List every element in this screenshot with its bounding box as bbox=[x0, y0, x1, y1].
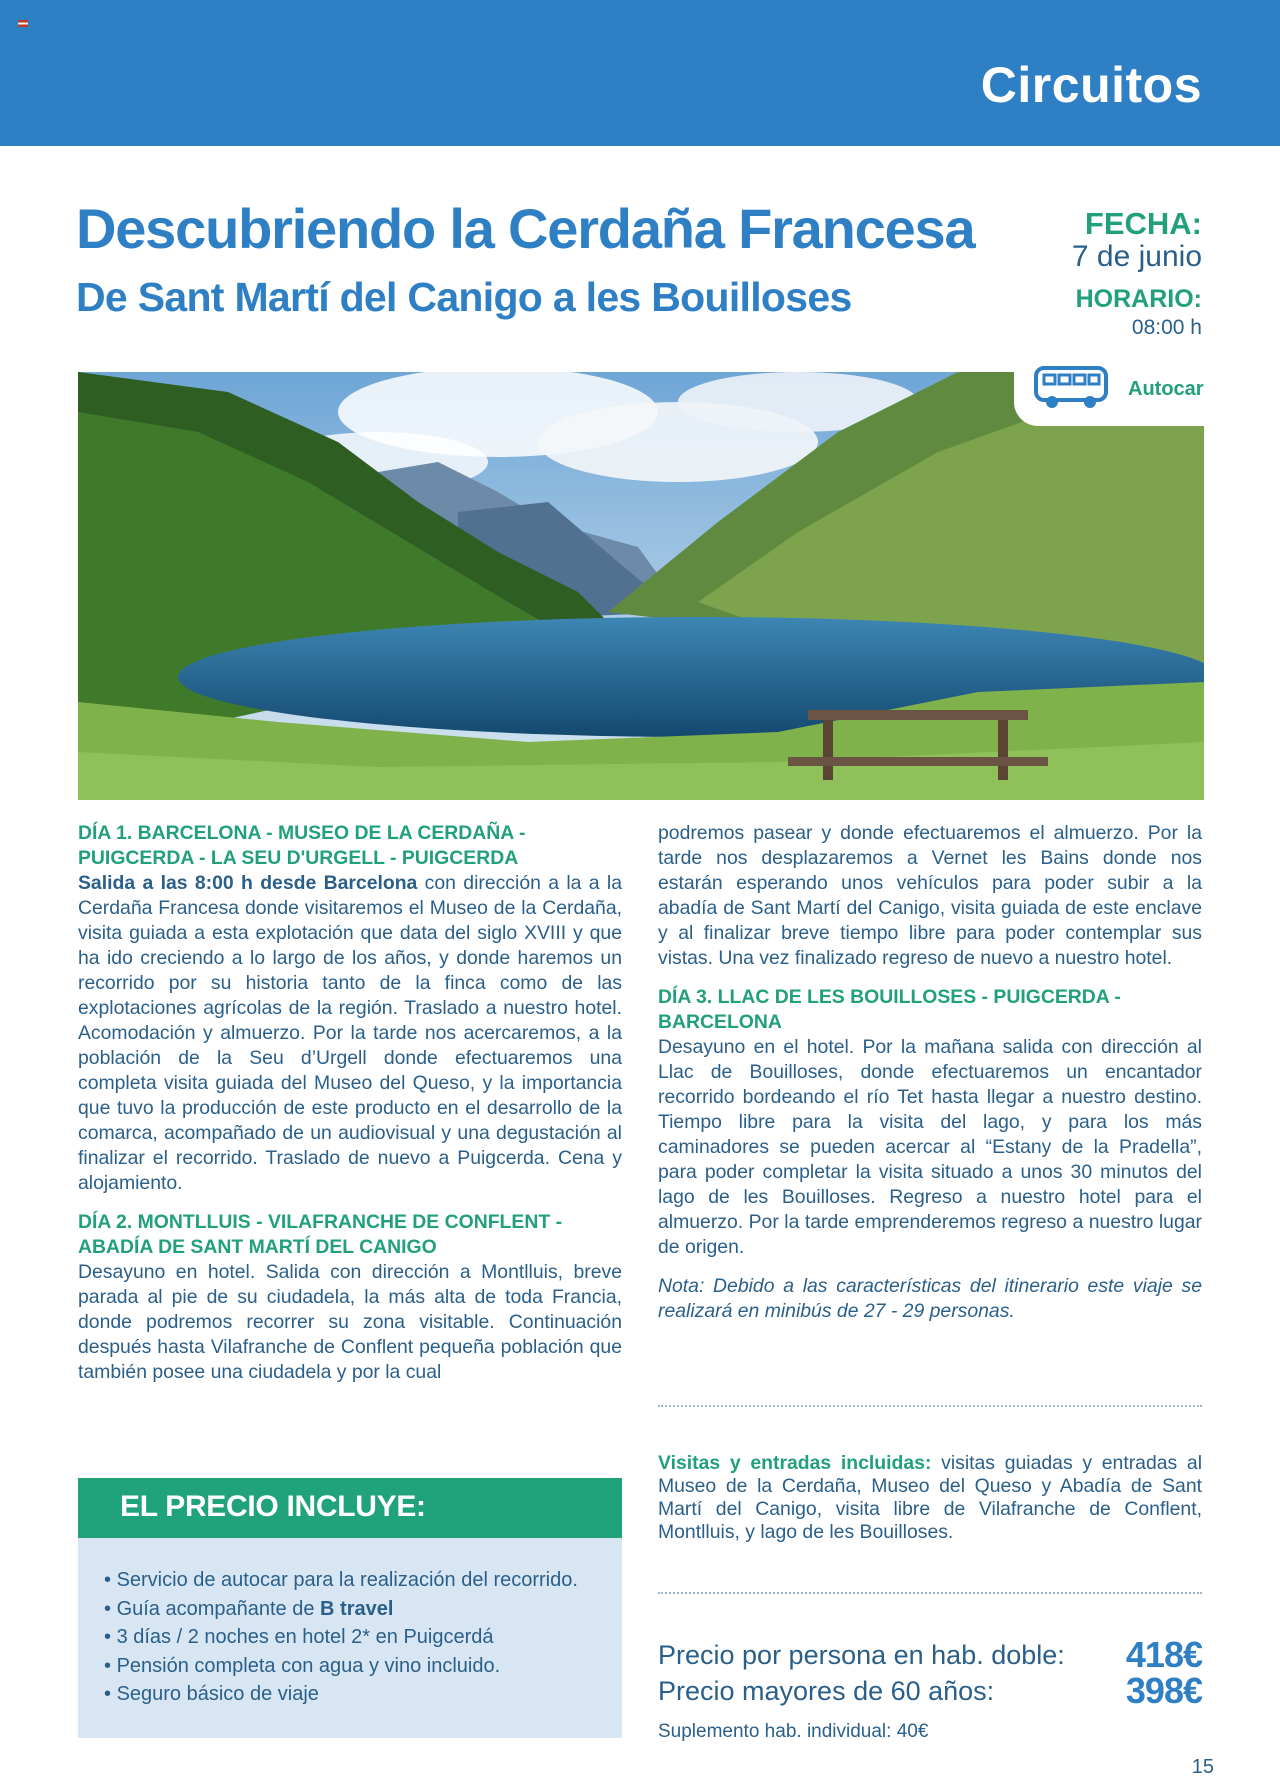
visits-text: visitas guiadas y entradas al Museo de la Cerdaña, Museo del Queso y Abadía de Sant Martí del Canigo, visita libre de Vilafranche de Conflent, Montlluis, y lago de les Bouilloses. bbox=[658, 1452, 1203, 1543]
language-flag-icon[interactable] bbox=[18, 20, 28, 27]
day2-heading: DÍA 2. MONTLLUIS - VILAFRANCHE DE CONFLENT - ABADÍA DE SANT MARTÍ DEL CANIGO bbox=[78, 1211, 563, 1258]
transport-mode: Autocar bbox=[1128, 378, 1204, 400]
day2-text-a: Desayuno en hotel. Salida con dirección a Montlluis, breve parada al pie de su ciudadela, la más alta de toda Francia, donde podremos recorrer su zona visitable. Continuación después hasta Vilafranche de Conflent pequeña población que también posee una ciudadela y por la cual bbox=[78, 1261, 622, 1383]
day1-paragraph bbox=[78, 871, 622, 1196]
date-value: 7 de junio bbox=[1071, 240, 1202, 273]
time-label: HORARIO: bbox=[1075, 285, 1202, 313]
includes-title: EL PRECIO INCLUYE: bbox=[120, 1490, 426, 1523]
list-item: • Seguro básico de viaje bbox=[104, 1680, 578, 1709]
price-senior-label: Precio mayores de 60 años: bbox=[658, 1676, 995, 1706]
list-item: • Servicio de autocar para la realización del recorrido. bbox=[104, 1566, 578, 1595]
itinerary-right-column bbox=[658, 821, 1202, 1324]
visits-included bbox=[658, 1452, 1202, 1544]
day1-text: con dirección a la a la Cerdaña Francesa donde visitaremos el Museo de la Cerdaña, visita guiada a esta explotación que data del siglo XVIII y que ha ido creciendo a lo largo de los años, y donde haremos un recorrido por su historia tanto de la finca como de las explotaciones agrícolas de la región. Traslado a nuestro hotel. Acomodación y almuerzo. Por la tarde nos acercaremos, a la población de la Seu d’Urgell donde efectuaremos una completa visita guiada del Museo del Queso, y la importancia que tuvo la producción de este producto en el desarrollo de la comarca, acompañado de un audiovisual y una degustación al finalizar el recorrido. Traslado de nuevo a Puigcerda. Cena y alojamiento. bbox=[78, 872, 622, 1194]
section-title: Circuitos bbox=[980, 57, 1202, 113]
price-row-double bbox=[658, 1634, 1202, 1675]
day2-text-b: podremos pasear y donde efectuaremos el almuerzo. Por la tarde nos desplazaremos a Vernet les Bains donde nos estarán esperando unos vehículos para poder subir a la abadía de Sant Martí del Canigo, visita guiada de este enclave y al finalizar breve tiempo libre para poder contemplar sus vistas. Una vez finalizado regreso de nuevo a nuestro hotel. bbox=[658, 822, 1202, 969]
list-item: • Guía acompañante de B travel bbox=[104, 1595, 578, 1624]
header-bar bbox=[0, 0, 1280, 146]
price-row-senior bbox=[658, 1670, 1202, 1711]
day1-heading: DÍA 1. BARCELONA - MUSEO DE LA CERDAÑA - PUIGCERDA - LA SEU D'URGELL - PUIGCERDA bbox=[78, 822, 526, 869]
itinerary-left-column bbox=[78, 821, 622, 1385]
brand-name: B travel bbox=[320, 1597, 394, 1620]
single-supplement: Suplemento hab. individual: 40€ bbox=[658, 1721, 929, 1742]
day3-text: Desayuno en el hotel. Por la mañana salida con dirección al Llac de Bouilloses, donde efectuaremos un encantador recorrido bordeando el río Tet hasta llegar a nuestro destino. Tiempo libre para la visita del lago, y para los más caminadores se pueden acercar al “Estany de la Pradella”, para poder completar la visita situado a unos 30 minutos del lago de les Bouilloses. Regreso a nuestro hotel para el almuerzo. Por la tarde emprenderemos regreso a nuestro lugar de origen. bbox=[658, 1036, 1202, 1258]
divider bbox=[658, 1405, 1202, 1407]
time-value: 08:00 h bbox=[1131, 316, 1202, 339]
page-number: 15 bbox=[1191, 1756, 1214, 1778]
includes-list bbox=[104, 1566, 578, 1709]
page-subtitle: De Sant Martí del Canigo a les Bouilloses bbox=[76, 274, 852, 320]
lake-photo bbox=[78, 372, 1204, 800]
list-item: • 3 días / 2 noches en hotel 2* en Puigcerdá bbox=[104, 1623, 578, 1652]
visits-label: Visitas y entradas incluidas: bbox=[658, 1452, 932, 1474]
price-double-value: 418€ bbox=[1125, 1634, 1202, 1675]
itinerary-note: Nota: Debido a las características del itinerario este viaje se realizará en minibús de 27 - 29 personas. bbox=[658, 1275, 1202, 1322]
divider bbox=[658, 1592, 1202, 1594]
includes-box bbox=[78, 1538, 622, 1738]
price-double-label: Precio por persona en hab. doble: bbox=[658, 1640, 1065, 1670]
date-label: FECHA: bbox=[1084, 206, 1202, 241]
trip-meta bbox=[982, 208, 1202, 342]
list-item: • Pensión completa con agua y vino incluido. bbox=[104, 1652, 578, 1681]
day3-heading: DÍA 3. LLAC DE LES BOUILLOSES - PUIGCERDA - BARCELONA bbox=[658, 986, 1121, 1033]
page-title: Descubriendo la Cerdaña Francesa bbox=[76, 197, 975, 260]
includes-header bbox=[78, 1478, 622, 1538]
transport-tab bbox=[1014, 354, 1206, 426]
day1-lead: Salida a las 8:00 h desde Barcelona bbox=[78, 872, 418, 894]
price-senior-value: 398€ bbox=[1125, 1670, 1202, 1711]
bus-icon bbox=[1032, 364, 1110, 412]
prices bbox=[658, 1634, 1202, 1711]
